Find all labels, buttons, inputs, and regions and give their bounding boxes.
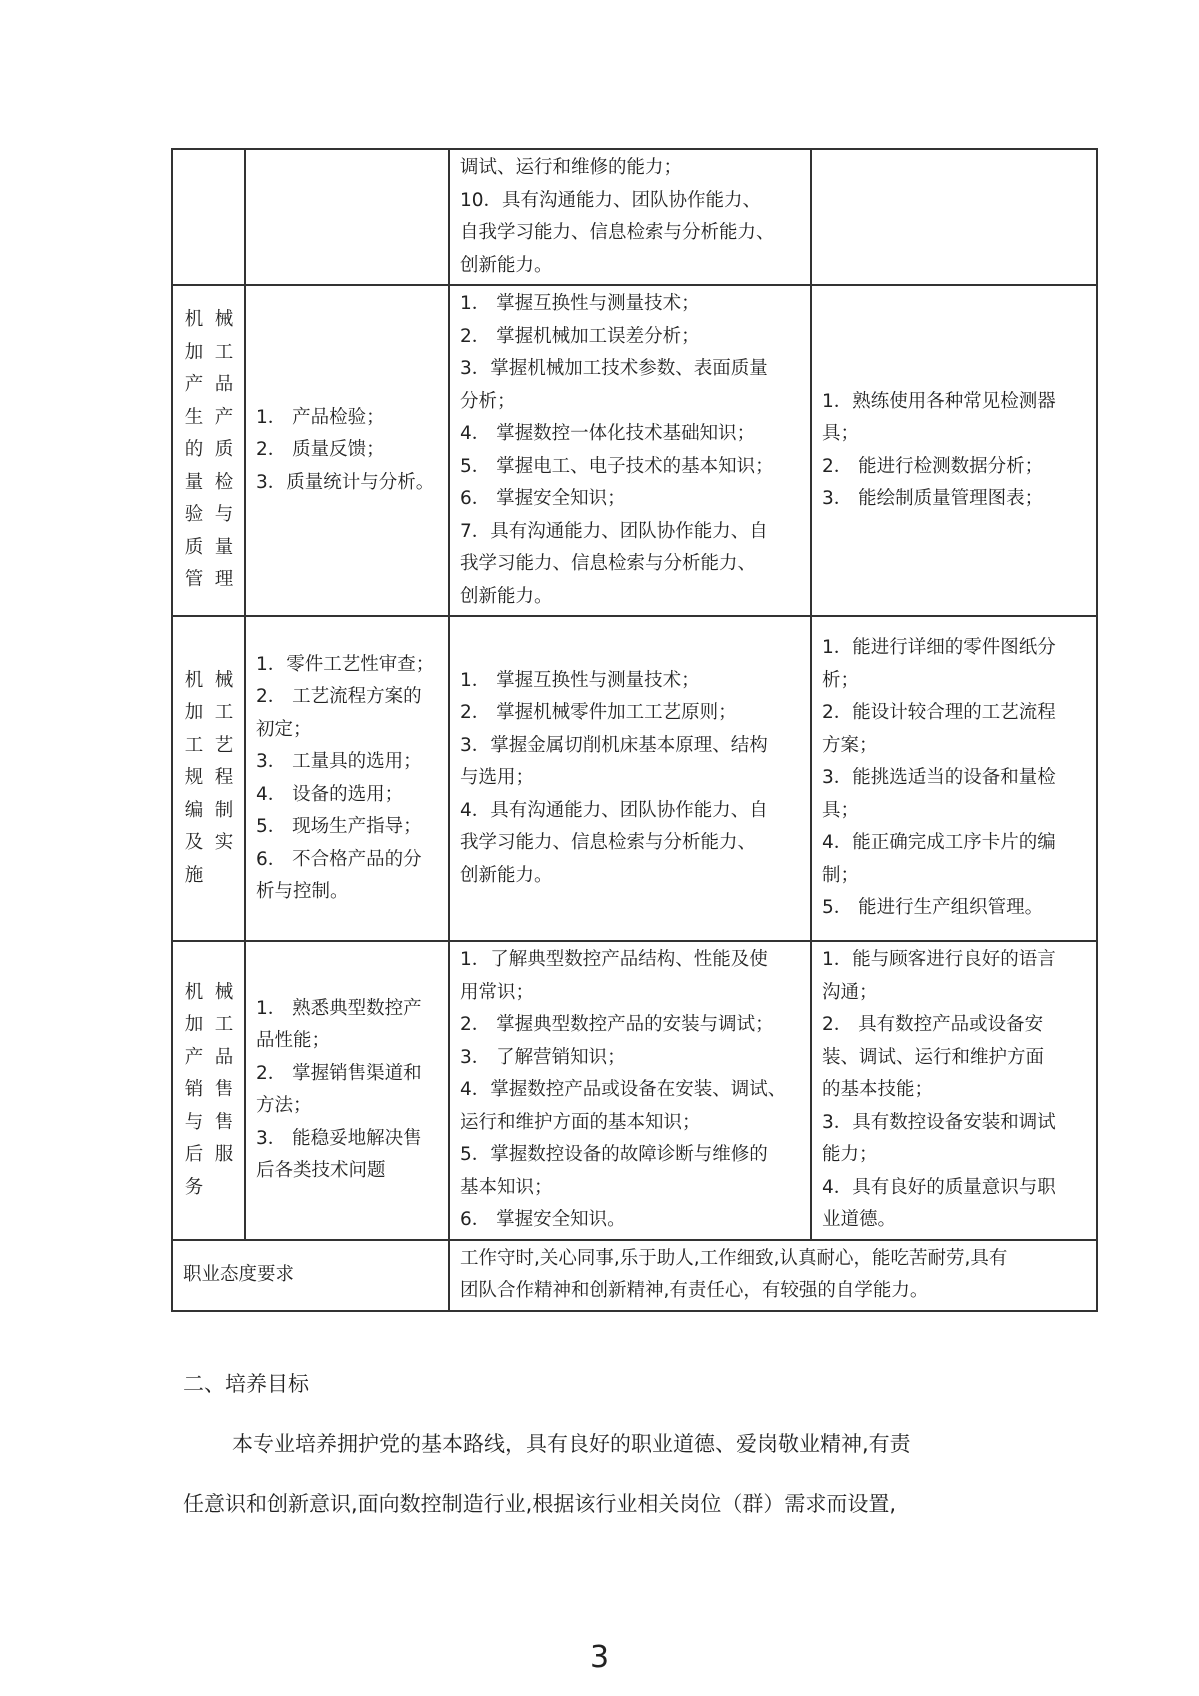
skill-line: 业道德。 <box>822 1209 897 1230</box>
job-area-cell <box>172 149 245 285</box>
skill-line: 沟通； <box>822 981 878 1003</box>
task-line: 3．质量统计与分析。 <box>256 471 435 493</box>
job-area-char: 机 <box>184 981 204 1003</box>
knowledge-cell <box>449 616 811 941</box>
table-row <box>172 941 1097 1240</box>
job-area-char: 销 <box>184 1079 204 1100</box>
job-area-char: 量 <box>184 471 204 493</box>
job-area-char: 加 <box>184 1014 204 1035</box>
job-area-char: 后 <box>184 1144 204 1165</box>
skills-cell <box>811 149 1097 285</box>
knowledge-line: 3． 了解营销知识； <box>460 1046 626 1068</box>
knowledge-line: 自我学习能力、信息检索与分析能力、 <box>460 222 775 243</box>
attitude-label: 职业态度要求 <box>183 1263 295 1285</box>
knowledge-cell <box>449 285 811 616</box>
table-row <box>172 285 1097 616</box>
knowledge-line: 6． 掌握安全知识； <box>460 488 626 509</box>
job-area-cell <box>172 616 245 941</box>
table-row <box>172 616 1097 941</box>
job-area-char: 艺 <box>214 734 234 756</box>
knowledge-line: 4． 掌握数控一体化技术基础知识； <box>460 423 756 444</box>
job-area-char: 与 <box>214 504 234 526</box>
competency-table <box>171 148 1098 1312</box>
job-area-char: 的 <box>184 439 204 461</box>
job-area-cell <box>172 941 245 1240</box>
knowledge-line: 3．掌握金属切削机床基本原理、结构 <box>460 734 768 756</box>
skills-cell <box>811 285 1097 616</box>
task-line: 6． 不合格产品的分 <box>256 848 422 870</box>
knowledge-line: 5．掌握数控设备的故障诊断与维修的 <box>460 1144 768 1165</box>
knowledge-line: 与选用； <box>460 767 535 789</box>
skill-line: 具； <box>822 799 860 821</box>
task-line: 2． 质量反馈； <box>256 439 385 461</box>
knowledge-line: 4．具有沟通能力、团队协作能力、自 <box>460 799 768 821</box>
job-area-char: 验 <box>184 504 204 526</box>
knowledge-line: 用常识； <box>460 981 535 1003</box>
knowledge-line: 4．掌握数控产品或设备在安装、调试、 <box>460 1079 787 1100</box>
job-area-char: 机 <box>184 309 204 331</box>
knowledge-line: 7．具有沟通能力、团队协作能力、自 <box>460 520 768 542</box>
job-area-char: 与 <box>184 1111 204 1133</box>
skill-line: 的基本技能； <box>822 1079 934 1100</box>
task-line: 品性能； <box>256 1030 331 1052</box>
knowledge-line: 5． 掌握电工、电子技术的基本知识； <box>460 455 774 477</box>
job-area-char: 加 <box>184 702 204 724</box>
knowledge-line: 创新能力。 <box>460 585 553 607</box>
skill-line: 3．具有数控设备安装和调试 <box>822 1111 1056 1133</box>
task-line: 方法； <box>256 1095 312 1117</box>
job-area-char: 机 <box>184 669 204 691</box>
skill-line: 3． 能绘制质量管理图表； <box>822 488 1044 509</box>
job-area-char: 品 <box>214 1046 234 1068</box>
job-area-char: 品 <box>214 374 234 396</box>
knowledge-cell <box>449 941 811 1240</box>
section-heading: 二、培养目标 <box>183 1372 309 1396</box>
task-line: 3． 能稳妥地解决售 <box>256 1127 422 1149</box>
job-area-char: 理 <box>214 569 234 591</box>
job-area-char: 械 <box>214 309 234 331</box>
job-area-char: 械 <box>214 981 234 1003</box>
job-area-char: 工 <box>214 702 234 724</box>
job-area-char: 产 <box>214 406 234 428</box>
job-area-char: 工 <box>214 341 234 363</box>
table-row <box>172 1240 1097 1311</box>
page-number: 3 <box>589 1640 610 1675</box>
task-line: 3． 工量具的选用； <box>256 751 422 772</box>
knowledge-line: 10．具有沟通能力、团队协作能力、 <box>460 189 762 211</box>
knowledge-line: 6． 掌握安全知识。 <box>460 1209 626 1230</box>
job-area-char: 售 <box>214 1111 234 1133</box>
task-line: 后各类技术问题 <box>256 1160 386 1182</box>
skill-line: 5． 能进行生产组织管理。 <box>822 897 1044 919</box>
knowledge-line: 2． 掌握典型数控产品的安装与调试； <box>460 1014 774 1035</box>
job-area-char: 规 <box>184 767 204 789</box>
skill-line: 4．具有良好的质量意识与职 <box>822 1176 1056 1198</box>
job-area-char: 工 <box>214 1014 234 1035</box>
job-area-char: 械 <box>214 669 234 691</box>
job-area-char: 服 <box>214 1144 234 1165</box>
skill-line: 3．能挑选适当的设备和量检 <box>822 767 1056 789</box>
job-area-char: 工 <box>184 734 204 756</box>
job-area-char: 编 <box>184 799 204 821</box>
attitude-text-cell <box>449 1240 1097 1311</box>
skill-line: 1．熟练使用各种常见检测器 <box>822 390 1056 412</box>
knowledge-line: 1．了解典型数控产品结构、性能及使 <box>460 949 768 970</box>
job-area-char: 产 <box>184 374 204 396</box>
skill-line: 装、调试、运行和维护方面 <box>822 1046 1045 1068</box>
paragraph-line: 任意识和创新意识,面向数控制造行业,根据该行业相关岗位（群）需求而设置, <box>183 1492 897 1516</box>
work-tasks-cell <box>245 941 449 1240</box>
knowledge-cell <box>449 149 811 285</box>
knowledge-line: 2． 掌握机械加工误差分析； <box>460 325 700 347</box>
knowledge-line: 分析； <box>460 390 516 412</box>
attitude-line: 团队合作精神和创新精神,有责任心，有较强的自学能力。 <box>460 1280 929 1301</box>
job-area-char: 及 <box>184 832 204 854</box>
skills-cell <box>811 941 1097 1240</box>
job-area-char: 制 <box>214 799 234 821</box>
job-area-char: 程 <box>214 767 234 789</box>
knowledge-line: 基本知识； <box>460 1176 553 1198</box>
skill-line: 2． 具有数控产品或设备安 <box>822 1014 1044 1035</box>
knowledge-line: 1． 掌握互换性与测量技术； <box>460 669 700 691</box>
knowledge-line: 运行和维护方面的基本知识； <box>460 1111 701 1133</box>
knowledge-line: 调试、运行和维修的能力； <box>460 157 683 178</box>
skills-cell <box>811 616 1097 941</box>
skill-line: 1．能进行详细的零件图纸分 <box>822 637 1056 659</box>
knowledge-line: 我学习能力、信息检索与分析能力、 <box>460 832 757 854</box>
task-line: 1．零件工艺性审查； <box>256 653 435 675</box>
skill-line: 制； <box>822 864 860 886</box>
knowledge-line: 创新能力。 <box>460 254 553 276</box>
table-row <box>172 149 1097 285</box>
job-area-char: 检 <box>214 471 234 493</box>
work-tasks-cell <box>245 616 449 941</box>
knowledge-line: 2． 掌握机械零件加工工艺原则； <box>460 702 737 724</box>
task-line: 4． 设备的选用； <box>256 783 404 805</box>
skill-line: 析； <box>822 669 860 691</box>
job-area-char: 施 <box>184 864 204 886</box>
task-line: 析与控制。 <box>256 881 349 902</box>
attitude-label-cell <box>172 1240 449 1311</box>
attitude-line: 工作守时,关心同事,乐于助人,工作细致,认真耐心，能吃苦耐劳,具有 <box>460 1247 1008 1269</box>
skill-line: 能力； <box>822 1144 878 1165</box>
skill-line: 具； <box>822 423 860 444</box>
work-tasks-cell <box>245 285 449 616</box>
job-area-char: 实 <box>214 832 234 854</box>
task-line: 1． 产品检验； <box>256 406 385 428</box>
task-line: 2． 掌握销售渠道和 <box>256 1062 422 1084</box>
job-area-char: 产 <box>184 1046 204 1068</box>
job-area-char: 管 <box>184 569 204 591</box>
knowledge-line: 3．掌握机械加工技术参数、表面质量 <box>460 358 768 379</box>
task-line: 5． 现场生产指导； <box>256 816 422 837</box>
work-tasks-cell <box>245 149 449 285</box>
job-area-cell <box>172 285 245 616</box>
knowledge-line: 我学习能力、信息检索与分析能力、 <box>460 553 757 574</box>
task-line: 初定； <box>256 718 312 740</box>
job-area-char: 加 <box>184 341 204 363</box>
job-area-char: 生 <box>184 406 204 428</box>
skill-line: 4．能正确完成工序卡片的编 <box>822 832 1056 854</box>
task-line: 2． 工艺流程方案的 <box>256 686 422 707</box>
skill-line: 2．能设计较合理的工艺流程 <box>822 702 1056 724</box>
job-area-char: 量 <box>214 536 234 558</box>
skill-line: 1．能与顾客进行良好的语言 <box>822 949 1056 970</box>
task-line: 1． 熟悉典型数控产 <box>256 997 422 1019</box>
skill-line: 方案； <box>822 734 878 756</box>
knowledge-line: 1． 掌握互换性与测量技术； <box>460 293 700 314</box>
skill-line: 2． 能进行检测数据分析； <box>822 455 1044 477</box>
knowledge-line: 创新能力。 <box>460 864 553 886</box>
job-area-char: 质 <box>184 536 204 558</box>
job-area-char: 质 <box>214 439 234 461</box>
job-area-char: 务 <box>184 1176 204 1198</box>
job-area-char: 售 <box>214 1079 234 1100</box>
paragraph-line: 本专业培养拥护党的基本路线，具有良好的职业道德、爱岗敬业精神,有责 <box>232 1432 911 1456</box>
